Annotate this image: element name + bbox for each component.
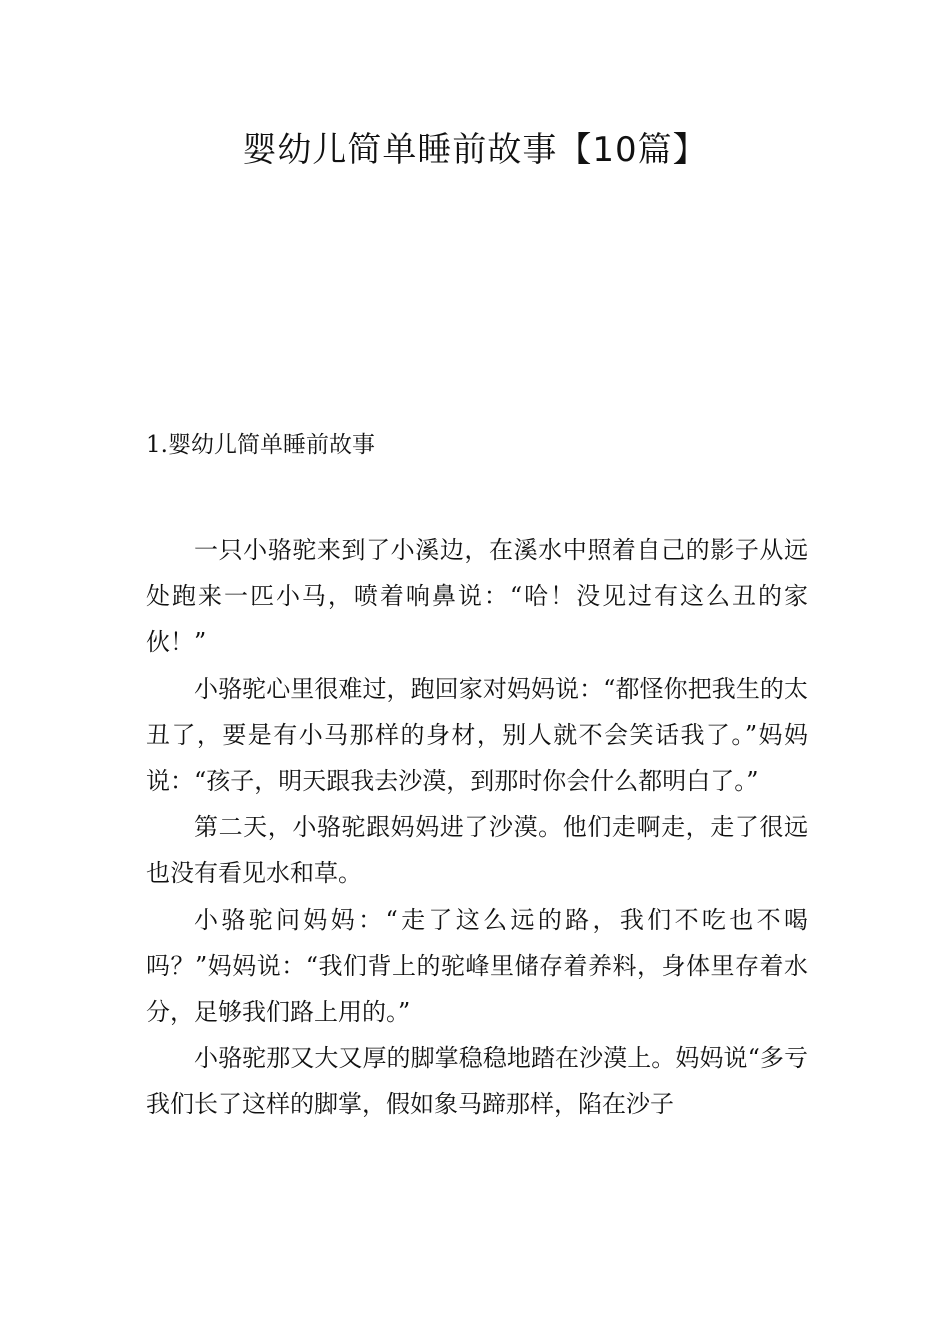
document-title: 婴幼儿简单睡前故事【10篇】 <box>242 130 708 170</box>
section-heading: 1.婴幼儿简单睡前故事 <box>146 432 375 458</box>
paragraph: 小骆驼问妈妈：“走了这么远的路，我们不吃也不喝吗？”妈妈说：“我们背上的驼峰里储存着养料，身体里存着水分，足够我们路上用的。” <box>146 905 808 1027</box>
paragraph: 第二天，小骆驼跟妈妈进了沙漠。他们走啊走，走了很远也没有看见水和草。 <box>146 813 808 888</box>
paragraph: 一只小骆驼来到了小溪边，在溪水中照着自己的影子从远处跑来一匹小马，喷着响鼻说：“哈！没见过有这么丑的家伙！” <box>146 536 808 657</box>
paragraph: 小骆驼心里很难过，跑回家对妈妈说：“都怪你把我生的太丑了，要是有小马那样的身材，别人就不会笑话我了。”妈妈说：“孩子，明天跟我去沙漠，到那时你会什么都明白了。” <box>146 674 808 796</box>
paragraph: 小骆驼那又大又厚的脚掌稳稳地踏在沙漠上。妈妈说“多亏我们长了这样的脚掌，假如象马蹄那样，陷在沙子 <box>146 1044 808 1119</box>
story-body <box>146 527 808 1128</box>
